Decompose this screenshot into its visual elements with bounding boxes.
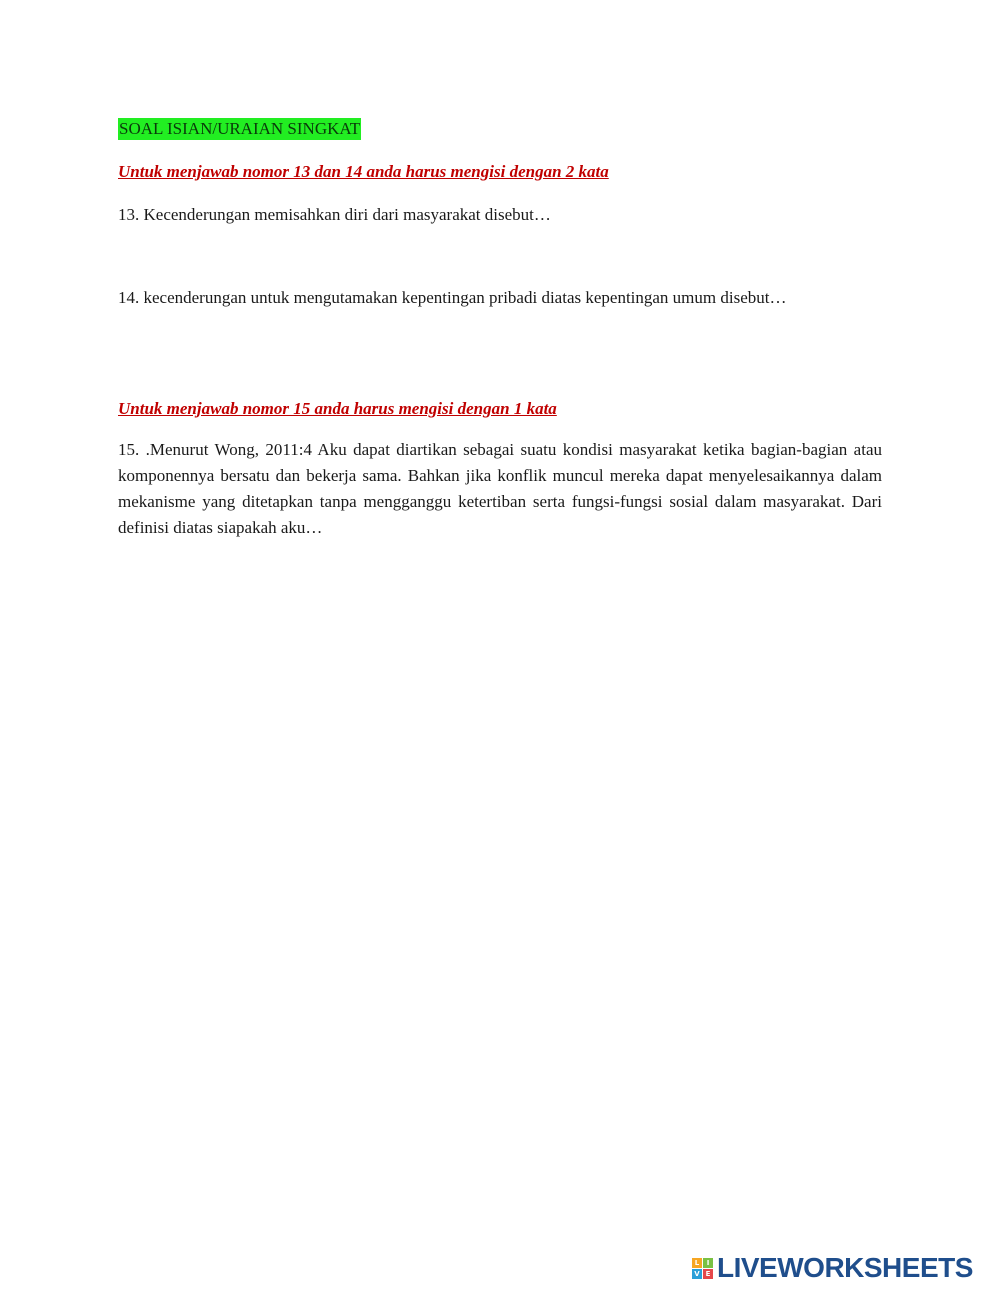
instruction-questions-13-14: Untuk menjawab nomor 13 dan 14 anda harus mengisi dengan 2 kata xyxy=(118,162,609,181)
question-14: 14. kecenderungan untuk mengutamakan kepentingan pribadi diatas kepentingan umum disebut… xyxy=(118,288,787,307)
logo-badge-letter: I xyxy=(703,1258,713,1268)
logo-badge-letter: E xyxy=(703,1269,713,1279)
question-13: 13. Kecenderungan memisahkan diri dari masyarakat disebut… xyxy=(118,205,551,224)
question-15: 15. .Menurut Wong, 2011:4 Aku dapat diartikan sebagai suatu kondisi masyarakat ketika bagian-bagian atau komponennya bersatu dan bekerja sama. Bahkan jika konflik muncul mereka dapat menyelesaikannya dalam mekanisme yang ditetapkan tanpa mengganggu ketertiban serta fungsi-fungsi sosial dalam masyarakat. Dari definisi diatas siapakah aku… xyxy=(118,440,882,537)
liveworksheets-logo-icon xyxy=(692,1258,713,1279)
instruction-question-15: Untuk menjawab nomor 15 anda harus mengisi dengan 1 kata xyxy=(118,399,557,418)
logo-badge-letter: V xyxy=(692,1269,702,1279)
liveworksheets-logo xyxy=(692,1252,973,1284)
logo-badge-letter: L xyxy=(692,1258,702,1268)
section-title: SOAL ISIAN/URAIAN SINGKAT xyxy=(119,119,361,138)
logo-text: LIVEWORKSHEETS xyxy=(717,1252,973,1283)
